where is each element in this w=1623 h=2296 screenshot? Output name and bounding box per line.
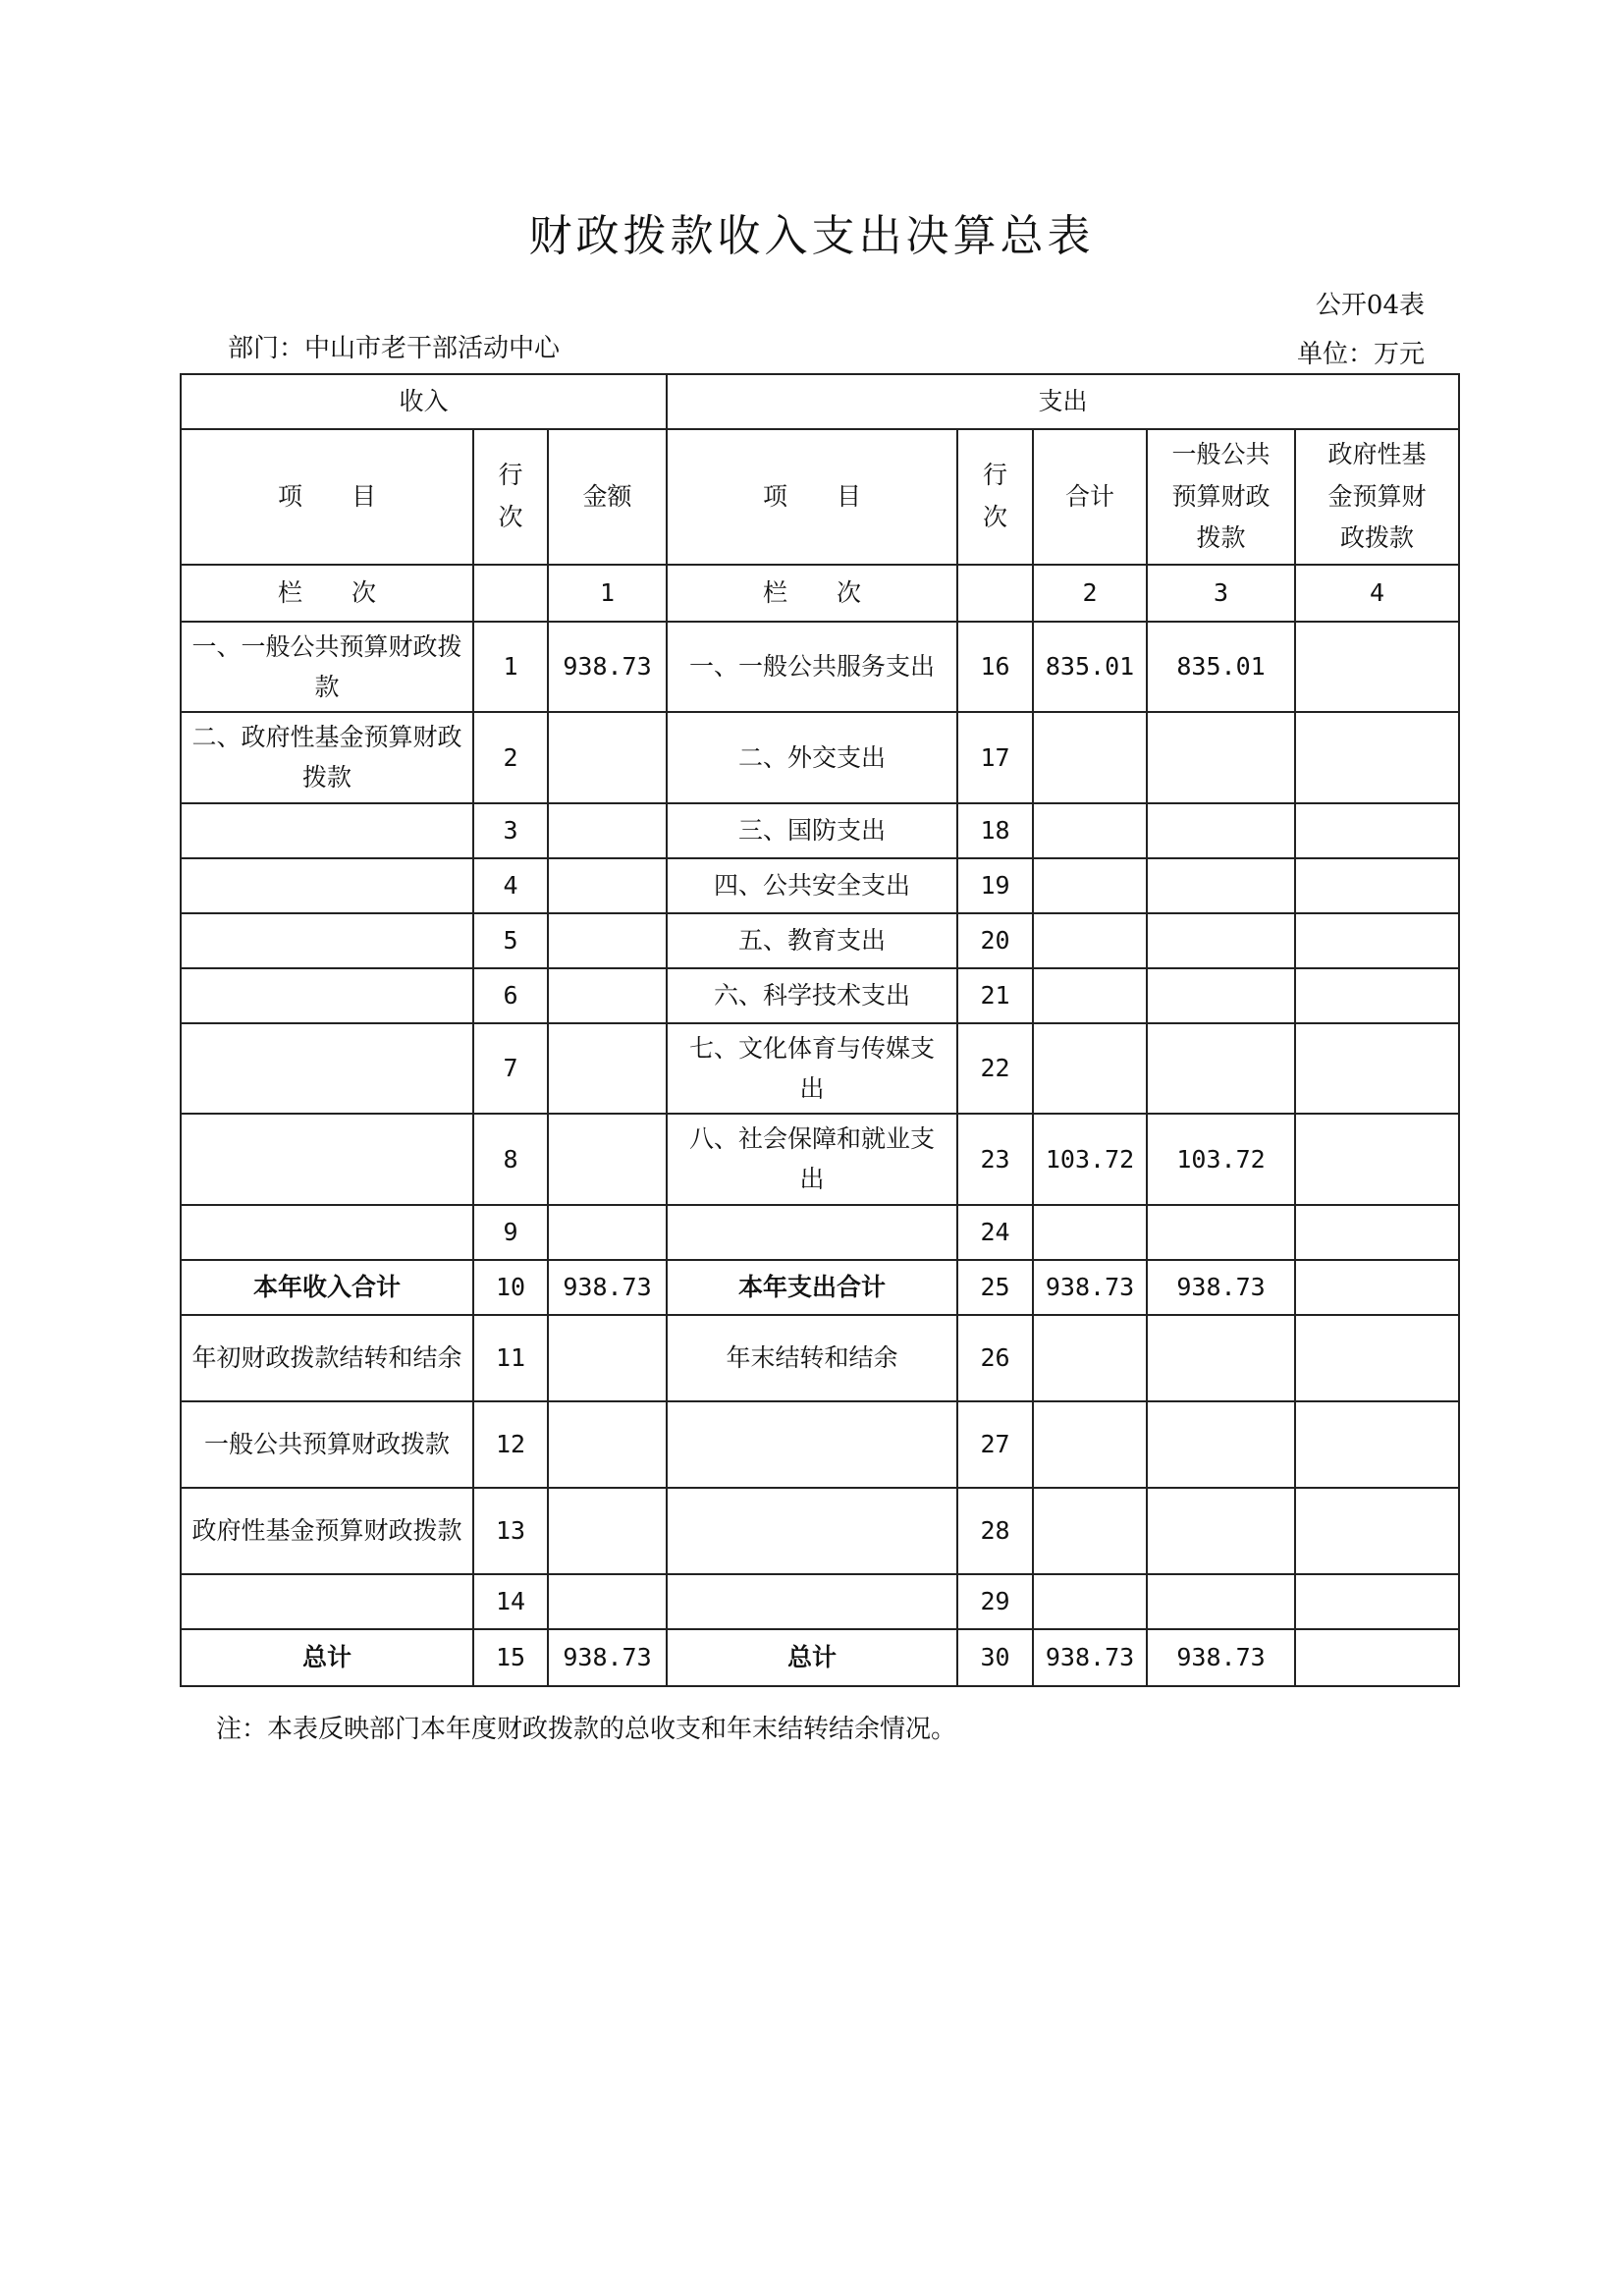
expense-general-budget: 835.01	[1147, 622, 1295, 713]
expense-row-number: 28	[957, 1488, 1033, 1574]
expense-item-cell: 总计	[667, 1629, 957, 1686]
expense-item-cell	[667, 1401, 957, 1488]
expense-item-cell: 年末结转和结余	[667, 1315, 957, 1401]
expense-item-cell: 四、公共安全支出	[667, 858, 957, 913]
expense-gov-fund	[1295, 1629, 1459, 1686]
income-item-header: 项 目	[181, 429, 473, 565]
expense-general-budget	[1147, 803, 1295, 858]
expense-gov-fund	[1295, 1315, 1459, 1401]
expense-general-budget	[1147, 1574, 1295, 1629]
income-amount: 938.73	[548, 622, 667, 713]
income-amount	[548, 1315, 667, 1401]
income-row-number: 13	[473, 1488, 548, 1574]
column-number-1: 1	[548, 565, 667, 622]
expense-gov-fund	[1295, 1488, 1459, 1574]
income-amount	[548, 1023, 667, 1115]
expense-total	[1033, 1574, 1147, 1629]
income-row-number: 9	[473, 1205, 548, 1260]
expense-item-cell: 五、教育支出	[667, 913, 957, 968]
expense-total	[1033, 803, 1147, 858]
expense-row-number: 30	[957, 1629, 1033, 1686]
expense-header: 支出	[667, 374, 1459, 429]
expense-gov-fund	[1295, 803, 1459, 858]
income-column-empty	[473, 565, 548, 622]
income-row-no-label: 行次	[498, 461, 523, 531]
table-row	[181, 1023, 1459, 1115]
expense-gov-fund	[1295, 968, 1459, 1023]
income-amount-header: 金额	[548, 429, 667, 565]
expense-row-number: 18	[957, 803, 1033, 858]
income-item-cell	[181, 968, 473, 1023]
income-amount	[548, 712, 667, 803]
expense-gov-fund	[1295, 1023, 1459, 1115]
expense-general-budget	[1147, 1488, 1295, 1574]
expense-row-number: 25	[957, 1260, 1033, 1315]
income-item-cell	[181, 913, 473, 968]
income-item-cell	[181, 1574, 473, 1629]
expense-gov-fund	[1295, 1401, 1459, 1488]
table-row	[181, 1401, 1459, 1488]
expense-total	[1033, 913, 1147, 968]
expense-total: 103.72	[1033, 1114, 1147, 1205]
expense-total	[1033, 968, 1147, 1023]
expense-item-cell: 一、一般公共服务支出	[667, 622, 957, 713]
expense-gov-fund	[1295, 622, 1459, 713]
expense-item-cell: 三、国防支出	[667, 803, 957, 858]
column-number-2: 2	[1033, 565, 1147, 622]
column-number-3: 3	[1147, 565, 1295, 622]
income-row-number: 3	[473, 803, 548, 858]
expense-total-header: 合计	[1033, 429, 1147, 565]
expense-column-empty	[957, 565, 1033, 622]
income-row-number: 14	[473, 1574, 548, 1629]
income-row-number: 4	[473, 858, 548, 913]
income-amount: 938.73	[548, 1260, 667, 1315]
expense-general-budget	[1147, 913, 1295, 968]
income-column-label: 栏 次	[181, 565, 473, 622]
income-row-no-header	[473, 429, 548, 565]
income-header: 收入	[181, 374, 667, 429]
expense-row-number: 20	[957, 913, 1033, 968]
expense-row-number: 23	[957, 1114, 1033, 1205]
expense-general-budget	[1147, 858, 1295, 913]
expense-gov-fund	[1295, 1114, 1459, 1205]
expense-general-budget	[1147, 1023, 1295, 1115]
income-amount: 938.73	[548, 1629, 667, 1686]
expense-row-number: 21	[957, 968, 1033, 1023]
footnote: 注：本表反映部门本年度财政拨款的总收支和年末结转结余情况。	[216, 1715, 957, 1744]
gov-fund-label: 政府性基金预算财政拨款	[1327, 440, 1427, 552]
expense-row-no-header	[957, 429, 1033, 565]
table-row	[181, 1629, 1459, 1686]
expense-total	[1033, 712, 1147, 803]
table-row	[181, 1260, 1459, 1315]
income-amount	[548, 858, 667, 913]
table-row	[181, 1205, 1459, 1260]
expense-general-budget: 938.73	[1147, 1260, 1295, 1315]
expense-row-number: 17	[957, 712, 1033, 803]
income-item-cell: 年初财政拨款结转和结余	[181, 1315, 473, 1401]
income-row-number: 12	[473, 1401, 548, 1488]
general-budget-header	[1147, 429, 1295, 565]
expense-general-budget	[1147, 712, 1295, 803]
expense-general-budget	[1147, 1315, 1295, 1401]
table-row	[181, 1315, 1459, 1401]
income-row-number: 2	[473, 712, 548, 803]
table-row	[181, 622, 1459, 713]
expense-general-budget: 938.73	[1147, 1629, 1295, 1686]
expense-general-budget	[1147, 1205, 1295, 1260]
expense-row-number: 26	[957, 1315, 1033, 1401]
income-item-cell	[181, 1023, 473, 1115]
income-item-cell: 政府性基金预算财政拨款	[181, 1488, 473, 1574]
income-amount	[548, 1114, 667, 1205]
income-row-number: 11	[473, 1315, 548, 1401]
expense-total	[1033, 1023, 1147, 1115]
income-item-cell	[181, 1114, 473, 1205]
expense-general-budget: 103.72	[1147, 1114, 1295, 1205]
income-item-cell: 一、一般公共预算财政拨款	[181, 622, 473, 713]
expense-gov-fund	[1295, 1205, 1459, 1260]
expense-general-budget	[1147, 968, 1295, 1023]
income-row-number: 15	[473, 1629, 548, 1686]
expense-total	[1033, 1205, 1147, 1260]
table-row	[181, 712, 1459, 803]
expense-total: 938.73	[1033, 1260, 1147, 1315]
table-row	[181, 913, 1459, 968]
income-row-number: 6	[473, 968, 548, 1023]
expense-row-number: 16	[957, 622, 1033, 713]
expense-total	[1033, 858, 1147, 913]
income-item-cell: 一般公共预算财政拨款	[181, 1401, 473, 1488]
department-label: 部门：中山市老干部活动中心	[228, 334, 561, 363]
page-title: 财政拨款收入支出决算总表	[528, 211, 1095, 261]
expense-column-label: 栏 次	[667, 565, 957, 622]
gov-fund-header	[1295, 429, 1459, 565]
expense-gov-fund	[1295, 1260, 1459, 1315]
expense-row-number: 19	[957, 858, 1033, 913]
expense-gov-fund	[1295, 712, 1459, 803]
income-row-number: 5	[473, 913, 548, 968]
expense-total	[1033, 1488, 1147, 1574]
table-row	[181, 1488, 1459, 1574]
expense-item-cell: 本年支出合计	[667, 1260, 957, 1315]
table-row	[181, 858, 1459, 913]
income-item-cell	[181, 803, 473, 858]
expense-item-cell	[667, 1488, 957, 1574]
expense-total	[1033, 1315, 1147, 1401]
expense-item-cell: 二、外交支出	[667, 712, 957, 803]
income-row-number: 8	[473, 1114, 548, 1205]
general-budget-label: 一般公共预算财政拨款	[1171, 440, 1271, 552]
income-amount	[548, 913, 667, 968]
income-item-cell	[181, 1205, 473, 1260]
table-row	[181, 968, 1459, 1023]
expense-row-number: 29	[957, 1574, 1033, 1629]
expense-item-cell: 七、文化体育与传媒支出	[667, 1023, 957, 1115]
income-item-cell	[181, 858, 473, 913]
expense-row-number: 24	[957, 1205, 1033, 1260]
income-item-cell: 总计	[181, 1629, 473, 1686]
table-row	[181, 803, 1459, 858]
income-row-number: 7	[473, 1023, 548, 1115]
expense-item-header: 项 目	[667, 429, 957, 565]
income-amount	[548, 1205, 667, 1260]
expense-item-cell: 六、科学技术支出	[667, 968, 957, 1023]
expense-gov-fund	[1295, 858, 1459, 913]
income-amount	[548, 1401, 667, 1488]
income-amount	[548, 803, 667, 858]
expense-item-cell: 八、社会保障和就业支出	[667, 1114, 957, 1205]
income-amount	[548, 968, 667, 1023]
expense-item-cell	[667, 1205, 957, 1260]
appropriation-summary-table	[180, 373, 1460, 1687]
income-amount	[548, 1488, 667, 1574]
table-row	[181, 1114, 1459, 1205]
expense-total: 938.73	[1033, 1629, 1147, 1686]
expense-row-no-label: 行次	[983, 461, 1008, 531]
table-row	[181, 1574, 1459, 1629]
column-number-4: 4	[1295, 565, 1459, 622]
expense-general-budget	[1147, 1401, 1295, 1488]
income-row-number: 10	[473, 1260, 548, 1315]
expense-row-number: 27	[957, 1401, 1033, 1488]
income-item-cell: 本年收入合计	[181, 1260, 473, 1315]
expense-gov-fund	[1295, 1574, 1459, 1629]
income-amount	[548, 1574, 667, 1629]
unit-label: 单位：万元	[1296, 340, 1425, 369]
form-number: 公开04表	[1315, 291, 1425, 320]
expense-total: 835.01	[1033, 622, 1147, 713]
income-item-cell: 二、政府性基金预算财政拨款	[181, 712, 473, 803]
expense-item-cell	[667, 1574, 957, 1629]
income-row-number: 1	[473, 622, 548, 713]
expense-gov-fund	[1295, 913, 1459, 968]
expense-row-number: 22	[957, 1023, 1033, 1115]
expense-total	[1033, 1401, 1147, 1488]
